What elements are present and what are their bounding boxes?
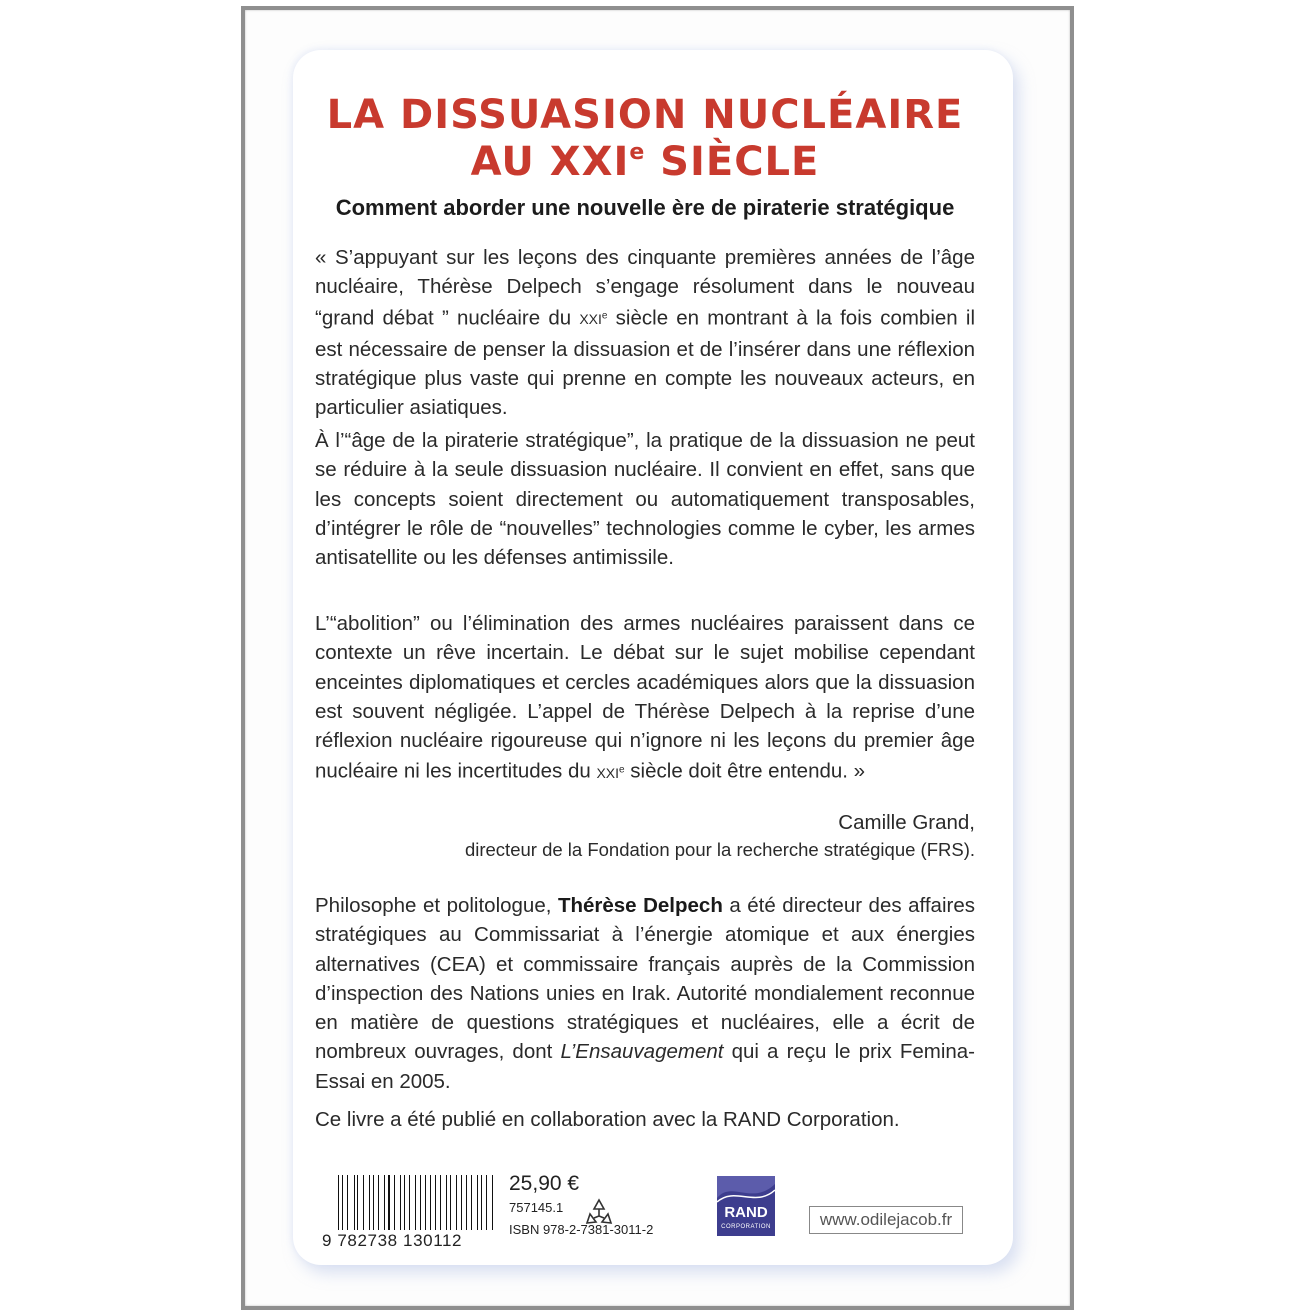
recycle-icon [583,1196,615,1228]
barcode-bar [447,1175,448,1230]
barcode-bar [423,1175,424,1230]
quote-paragraph-2: À l’“âge de la piraterie stratégique”, la pratique de la dissuasion ne peut se réduire à la seule dissuasion nucléaire. Il convient en effet, sans que les concepts soient directement ou automatiquement transposables, d’intégrer le rôle de “nouvelles” technologies comme le cyber, les armes antisatellite ou les défenses antimissile. [315,429,975,570]
barcode-bar [430,1175,431,1230]
book-title [300,92,990,186]
barcode-bar [365,1175,366,1230]
quote-p1-text-b: siècle en montrant à la fois combien il est nécessaire de penser la dissuasion et de l’insérer dans une réflexion stratégique plus vaste qui prenne en compte les nouveaux acteurs, en particulier asiatiques. [315,306,975,420]
barcode-bar [361,1175,362,1230]
barcode-bar [481,1175,482,1230]
quote-p3-text-b: siècle doit être entendu. » [624,760,866,784]
quote-p3-text-a: L’“abolition” ou l’élimination des armes nucléaires paraissent dans ce contexte un rêve incertain. Le débat sur le sujet mobilise cependant enceintes diplomatiques et cercles académiques alors que la dissuasion est souvent négligée. L’appel de Thérèse Delpech à la reprise d’une réflexion nucléaire rigoureuse qui n’ignore ni les leçons du premier âge nucléaire ni les incertitudes du [315,612,975,784]
quote-p1-century-sup: e [601,310,608,322]
quote-author: Camille Grand, [838,811,975,834]
publisher-website: www.odilejacob.fr [809,1206,963,1234]
quote-p1-century-text: XXI [579,311,602,328]
barcode-bar [461,1175,462,1230]
barcode-bar [357,1175,358,1230]
bio-text-c: qui a reçu le prix Femina-Essai en 2005. [315,1040,975,1093]
barcode-bar [381,1175,382,1230]
barcode-bar [384,1175,385,1230]
barcode-bar [489,1175,490,1230]
title-line-2-sup: e [629,140,646,165]
barcode-bar [415,1175,416,1230]
quote-p1-text-a: « S’appuyant sur les leçons des cinquante premières années de l’âge nucléaire, Thérèse Delpech s’engage résolument dans le nouveau “grand débat ” nucléaire du [315,246,975,330]
publication-note: Ce livre a été publié en collaboration avec la RAND Corporation. [315,1108,900,1131]
barcode-bar [432,1175,433,1230]
quote-author-role: directeur de la Fondation pour la recherche stratégique (FRS). [464,839,975,860]
barcode-bar [396,1175,397,1230]
title-line-1: LA DISSUASION NUCLÉAIRE [326,92,964,138]
rand-wave-icon [717,1176,775,1204]
price: 25,90 € [509,1172,580,1195]
barcode-bar [345,1175,346,1230]
barcode-bar [401,1175,402,1230]
quote-p3-century [596,765,624,781]
quote-paragraph-1 [315,243,975,422]
barcode-bar [471,1175,472,1230]
bio-author-name: Thérèse Delpech [557,894,723,917]
bio-book-title: L’Ensauvagement [560,1040,724,1064]
bio-text-b: a été directeur des affaires stratégiques au Commissariat à l’énergie atomique et aux énergies alternatives (CEA) et commissaire français auprès de la Commission d’inspection des Nations unies en Irak. Autorité mondialement reconnue en matière de questions stratégiques et nucléaires, elle a écrit de nombreux ouvrages, dont [315,894,975,1064]
book-subtitle: Comment aborder une nouvelle ère de piraterie stratégique [335,195,955,220]
title-line-2-pre: AU XXI [470,139,630,185]
quote-paragraph-3 [315,609,975,788]
barcode-bar [478,1175,479,1230]
quote-p3-century-text: XXI [596,765,620,782]
quote-p3-century-sup: e [619,764,625,776]
title-line-2 [300,139,990,186]
barcode-bar [347,1175,348,1230]
barcode-bar [388,1175,389,1230]
barcode-bar [338,1175,339,1230]
title-line-2-post: SIÈCLE [645,139,820,185]
isbn-barcode [338,1175,496,1230]
barcode-bar [463,1175,464,1230]
isbn-text: ISBN 978-2-7381-3011-2 [509,1222,654,1237]
barcode-bar [373,1175,374,1230]
product-code: 757145.1 [509,1200,564,1215]
author-bio [315,891,975,1096]
quote-p1-century [579,311,607,327]
rand-logo-text: RAND [724,1204,768,1221]
rand-logo-subtext: CORPORATION [721,1224,771,1230]
barcode-bar [409,1175,410,1230]
rand-corporation-logo [717,1176,775,1236]
bio-text-a: Philosophe et politologue, [315,894,558,917]
barcode-bar [454,1175,455,1230]
barcode-number: 9 782738 130112 [322,1231,463,1250]
barcode-bar [440,1175,441,1230]
